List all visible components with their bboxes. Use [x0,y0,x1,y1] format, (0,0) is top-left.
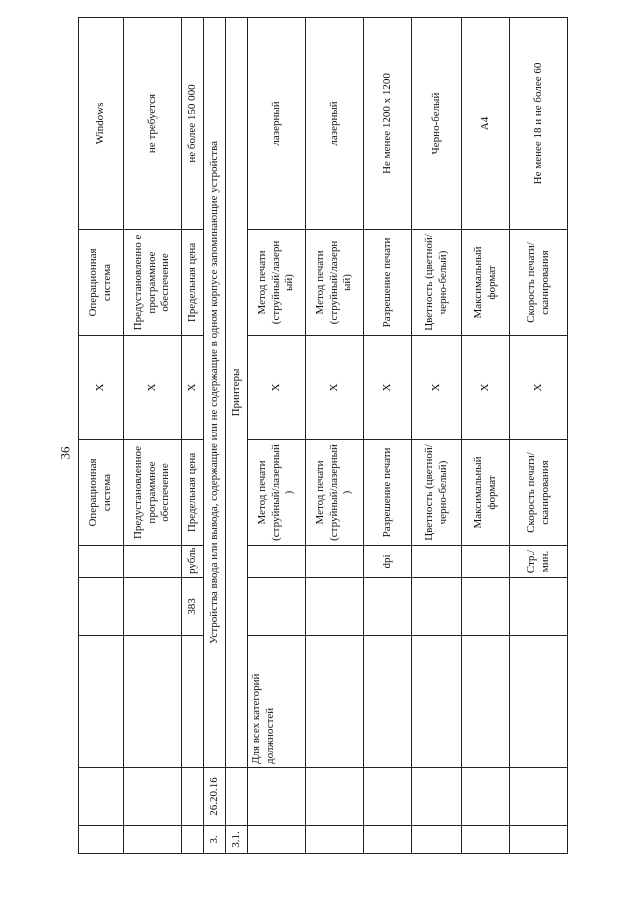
cell-characteristic-2: Скорость печати/сканирования [510,230,568,336]
cell-x-mark: X [79,336,124,440]
cell-value: не требуется [124,18,182,230]
cell-num [124,826,182,854]
cell-num [248,826,306,854]
rotated-table-area [78,18,610,854]
cell-num [306,826,364,854]
cell-okpd [248,768,306,826]
cell-code [462,578,510,636]
cell-code: 383 [182,578,204,636]
cell-okpd [510,768,568,826]
cell-x-mark: X [124,336,182,440]
cell-code [412,578,462,636]
cell-characteristic-2: Максимальный формат [462,230,510,336]
cell-unit [412,546,462,578]
cell-value: лазерный [248,18,306,230]
cell-unit: dpi [364,546,412,578]
cell-characteristic-2: Предустановленно е программное обеспечение [124,230,182,336]
cell-characteristic: Операционная система [79,440,124,546]
cell-category [306,636,364,768]
cell-characteristic: Цветность (цветной/черно-белый) [412,440,462,546]
table-row-section-input-output-devices [204,18,226,854]
cell-category [79,636,124,768]
cell-unit [462,546,510,578]
cell-okpd [79,768,124,826]
cell-value: А4 [462,18,510,230]
cell-code [510,578,568,636]
cell-num [364,826,412,854]
cell-x-mark: X [412,336,462,440]
table-row-max-price [182,18,204,854]
requirements-table [78,17,568,854]
cell-num [412,826,462,854]
table-row-subsection-printers [226,18,248,854]
cell-num [79,826,124,854]
cell-category: Для всех категорий должностей [248,636,306,768]
cell-value: Не менее 18 и не более 60 [510,18,568,230]
cell-unit [124,546,182,578]
cell-okpd [124,768,182,826]
cell-code [124,578,182,636]
cell-code [79,578,124,636]
cell-characteristic: Предустановленное программное обеспечение [124,440,182,546]
table-row-os [79,18,124,854]
cell-num [462,826,510,854]
cell-section-title: Устройства ввода или вывода, содержащие или не содержащие в одном корпусе запоминающие устройства [204,18,226,768]
cell-unit [79,546,124,578]
cell-okpd [226,768,248,826]
cell-characteristic-2: Операционная система [79,230,124,336]
cell-characteristic-2: Метод печати (струйный/лазерн ый) [248,230,306,336]
cell-section-num: 3. [204,826,226,854]
table-row-color-mode [412,18,462,854]
cell-value: лазерный [306,18,364,230]
cell-okpd [364,768,412,826]
cell-x-mark: X [306,336,364,440]
table-row-print-resolution [364,18,412,854]
cell-category [124,636,182,768]
cell-okpd [412,768,462,826]
table-row-max-format [462,18,510,854]
cell-okpd [306,768,364,826]
cell-subsection-num: 3.1. [226,826,248,854]
table-row-print-method-1 [248,18,306,854]
cell-code [248,578,306,636]
table-row-print-speed [510,18,568,854]
cell-characteristic: Метод печати (струйный/лазерный ) [306,440,364,546]
cell-characteristic: Предельная цена [182,440,204,546]
cell-characteristic: Скорость печати/сканирования [510,440,568,546]
cell-okpd [182,768,204,826]
cell-characteristic-2: Метод печати (струйный/лазерн ый) [306,230,364,336]
cell-value: Черно-белый [412,18,462,230]
cell-code [306,578,364,636]
cell-category [462,636,510,768]
table-row-print-method-2 [306,18,364,854]
cell-num [182,826,204,854]
cell-characteristic: Метод печати (струйный/лазерный ) [248,440,306,546]
cell-x-mark: X [248,336,306,440]
cell-category [364,636,412,768]
table-row-preinstalled-software [124,18,182,854]
cell-value: Windows [79,18,124,230]
cell-section-okpd: 26.20.16 [204,768,226,826]
cell-value: не более 150 000 [182,18,204,230]
cell-x-mark: X [364,336,412,440]
cell-code [364,578,412,636]
cell-characteristic-2: Цветность (цветной/черно-белый) [412,230,462,336]
cell-unit [248,546,306,578]
cell-value: Не менее 1200 х 1200 [364,18,412,230]
cell-x-mark: X [462,336,510,440]
cell-characteristic: Максимальный формат [462,440,510,546]
cell-category [182,636,204,768]
cell-okpd [462,768,510,826]
rotated-table-frame [78,18,610,854]
cell-subsection-title: Принтеры [226,18,248,768]
cell-category [412,636,462,768]
cell-unit [306,546,364,578]
cell-characteristic: Разрешение печати [364,440,412,546]
page-number [55,443,75,463]
page-number-text: 36 [57,446,72,460]
cell-x-mark: X [510,336,568,440]
cell-unit: Стр./мин. [510,546,568,578]
cell-x-mark: X [182,336,204,440]
cell-num [510,826,568,854]
cell-characteristic-2: Разрешение печати [364,230,412,336]
cell-characteristic-2: Предельная цена [182,230,204,336]
cell-unit: рубль [182,546,204,578]
cell-category [510,636,568,768]
